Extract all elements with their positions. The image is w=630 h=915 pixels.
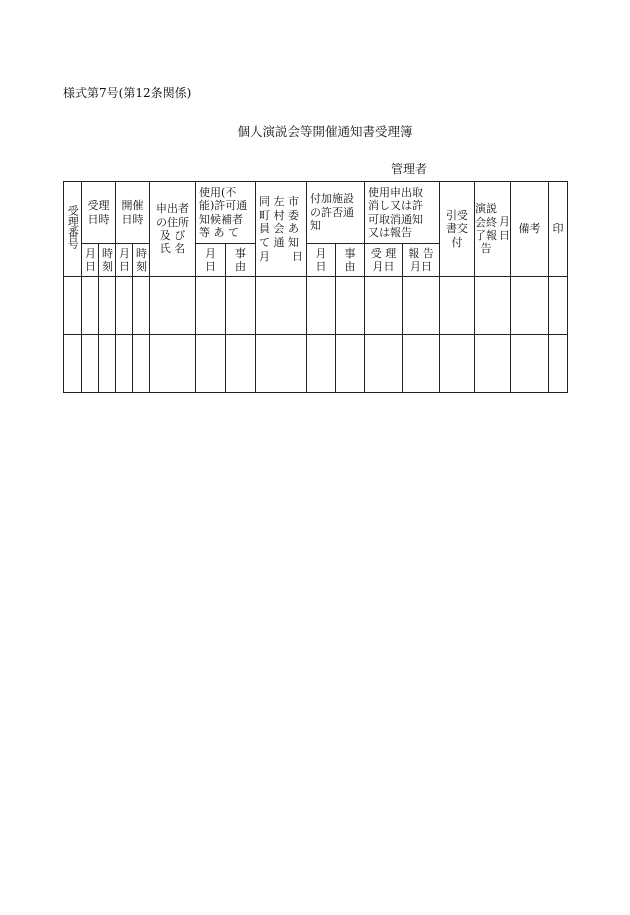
page-title: 個人演説会等開催通知書受理簿 bbox=[237, 124, 413, 139]
header-delivery: 引受 書交 付 bbox=[440, 182, 475, 277]
header-end-report: 演説 会終 了報 告 月 日 bbox=[475, 182, 511, 277]
header-cancel-report: 使用申出取 消し又は許 可取消通知 又は報告 bbox=[365, 182, 440, 244]
receipt-ledger-table bbox=[63, 181, 568, 393]
sub-cancel-report: 報 告 月日 bbox=[403, 244, 440, 277]
header-receipt-number: 受理番号 bbox=[64, 182, 82, 277]
sub-use-month-day: 月 日 bbox=[196, 244, 226, 277]
header-receipt-datetime: 受理 日時 bbox=[82, 182, 116, 244]
sub-receipt-month-day: 月 日 bbox=[82, 244, 99, 277]
sub-facility-month-day: 月 日 bbox=[307, 244, 336, 277]
header-city-month: 月 bbox=[259, 250, 271, 264]
sub-receipt-time: 時 刻 bbox=[99, 244, 116, 277]
header-city-committee-notice: 同 左 市 町 村 委 員 会 あ て 通 知 月 日 bbox=[256, 182, 307, 277]
table-row bbox=[64, 277, 568, 335]
sub-use-reason: 事 由 bbox=[226, 244, 256, 277]
form-number: 様式第7号(第12条関係) bbox=[63, 86, 192, 100]
header-remarks: 備考 bbox=[511, 182, 549, 277]
header-city-day: 日 bbox=[292, 250, 304, 264]
manager-label: 管理者 bbox=[391, 162, 428, 176]
header-applicant: 申出者 の住所 及 び 氏 名 bbox=[150, 182, 196, 277]
sub-held-month-day: 月 日 bbox=[116, 244, 133, 277]
header-held-datetime: 開催 日時 bbox=[116, 182, 150, 244]
sub-facility-reason: 事 由 bbox=[336, 244, 365, 277]
header-use-permit-notice: 使用(不 能)許可通 知候補者 等 あ て bbox=[196, 182, 256, 244]
sub-cancel-receipt: 受 理 月日 bbox=[365, 244, 403, 277]
table-row bbox=[64, 335, 568, 393]
header-seal: 印 bbox=[549, 182, 568, 277]
header-facility-notice: 付加施設 の許否通 知 bbox=[307, 182, 365, 244]
sub-held-time: 時 刻 bbox=[133, 244, 150, 277]
